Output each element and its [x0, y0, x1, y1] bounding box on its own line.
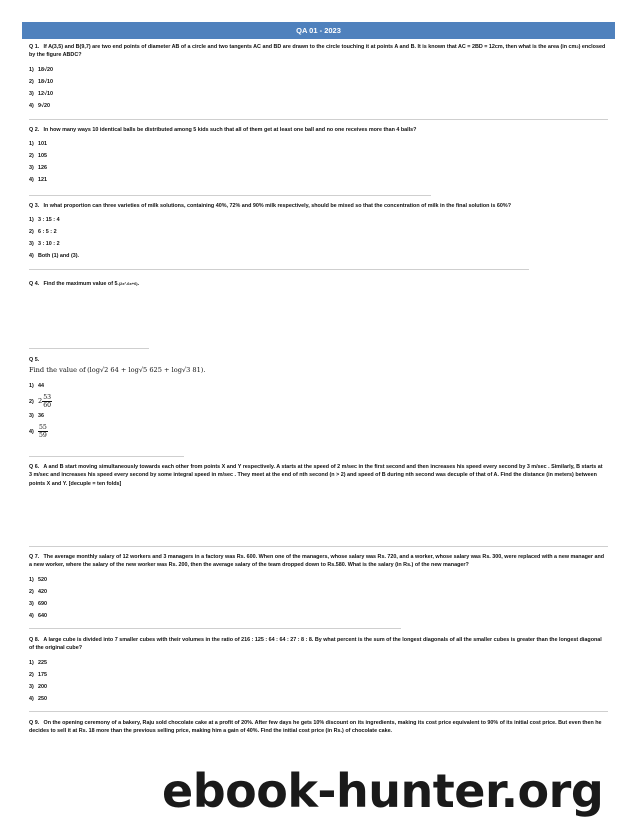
option-2[interactable]: [29, 671, 607, 679]
question-number: Q 6.: [29, 464, 40, 470]
log-expression: (log√2 64 + log√5 625 + log√3 81).: [87, 366, 206, 375]
question-text: If A(3,5) and B(9,7) are two end points of diameter AB of a circle and two tangents AC and BD are drawn to the circle touching it at points A and B. It is known that AC = 2BD = 12cm, then what is the area (in cm: [43, 44, 577, 50]
question-9: [29, 719, 607, 742]
question-superscript: -(2x²-6x+6): [117, 281, 138, 286]
question-7: [29, 553, 607, 624]
question-6: [29, 463, 607, 494]
divider: [29, 628, 401, 629]
option-number: 4): [29, 253, 34, 260]
option-text: Both (1) and (3).: [38, 253, 80, 260]
option-text: 12√10: [38, 90, 53, 97]
denominator: 59: [39, 432, 47, 440]
option-4[interactable]: [29, 252, 607, 260]
option-1[interactable]: [29, 576, 607, 584]
option-text: 200: [38, 683, 47, 690]
question-text: The average monthly salary of 12 workers and 3 managers in a factory was Rs. 600. When one of the managers, whose salary was Rs. 720, and a worker, whose salary was Rs. 300, were replaced with a new manager and a new worker, where the salary of the new worker was Rs. 200, then the average salary of the team dropped down to Rs.580. What is the salary (in Rs.) of the new manager?: [29, 554, 605, 569]
option-text: 3 : 10 : 2: [38, 241, 60, 248]
option-3[interactable]: [29, 90, 607, 98]
option-2[interactable]: [29, 78, 607, 86]
question-text: On the opening ceremony of a bakery, Raju sold chocolate cake at a profit of 20%. After few days he gets 10% discount on its ingredients, making its cost price equivalent to 90% of its initial cost price. But even then he decides to sell it at Rs. 18 more than the previous selling price, making him a gain of 40%. Find the initial cost price (in Rs.) of chocolate cake.: [29, 720, 602, 735]
option-number: 3): [29, 241, 34, 248]
question-text: A and B start moving simultaneously towards each other from points X and Y respectively. A starts at the speed of 2 m/sec in the first second and then increases his speed every second by 3 m/sec . Similarly, B starts at 3 m/sec and increases his speed every second by some integral speed in m/sec . They meet at the end of nth second (n > 2) and speed of B during nth second was decuple of that of A. Find the distance (in meters) between points X and Y. [decuple = ten folds]: [29, 464, 603, 487]
option-number: 4): [29, 695, 34, 702]
question-1: [29, 43, 607, 114]
option-1[interactable]: [29, 140, 607, 148]
option-number: 3): [29, 90, 34, 97]
divider: [29, 348, 149, 349]
option-text: 36: [38, 413, 44, 420]
question-4: [29, 280, 607, 294]
option-text: 640: [38, 612, 47, 619]
option-text: 3 : 15 : 4: [38, 217, 60, 224]
option-number: 1): [29, 659, 34, 666]
option-number: 3): [29, 165, 34, 172]
option-text: 44: [38, 382, 44, 389]
question-number: Q 4.: [29, 281, 40, 287]
numerator: 55: [39, 424, 47, 432]
divider: [29, 269, 529, 270]
option-text: 175: [38, 671, 47, 678]
option-2[interactable]: [29, 394, 607, 409]
question-stem: [29, 636, 607, 653]
option-1[interactable]: [29, 66, 607, 74]
option-number: 2): [29, 229, 34, 236]
question-stem: [29, 280, 607, 288]
question-expression: [29, 366, 607, 375]
option-number: 1): [29, 66, 34, 73]
option-4[interactable]: [29, 424, 607, 439]
option-number: 1): [29, 141, 34, 148]
question-number: Q 8.: [29, 637, 40, 643]
option-number: 1): [29, 382, 34, 389]
option-text: 121: [38, 177, 47, 184]
question-number: Q 2.: [29, 127, 40, 133]
option-number: 3): [29, 600, 34, 607]
option-3[interactable]: [29, 683, 607, 691]
option-number: 3): [29, 683, 34, 690]
option-number: 2): [29, 398, 34, 405]
question-number: Q 9.: [29, 720, 40, 726]
question-text: Find the value of: [29, 366, 86, 375]
question-3: [29, 202, 607, 264]
option-2[interactable]: [29, 588, 607, 596]
option-text: 420: [38, 588, 47, 595]
question-text: A large cube is divided into 7 smaller cubes with their volumes in the ratio of 216 : 125 : 64 : 64 : 27 : 8 : 8. By what percent is the sum of the longest diagonals of all the smaller cubes is greater than the longest diagonal of the original cube?: [29, 637, 602, 652]
question-stem: [29, 356, 607, 364]
question-stem: [29, 719, 607, 736]
option-2[interactable]: [29, 152, 607, 160]
watermark: ebook-hunter.org: [162, 764, 604, 818]
option-text: 18√20: [38, 66, 53, 73]
option-text: 105: [38, 153, 47, 160]
option-text: 9√20: [38, 102, 50, 109]
option-number: 3): [29, 413, 34, 420]
question-text: Find the maximum value of 5: [43, 281, 118, 287]
question-stem: [29, 43, 607, 60]
option-text: 6 : 5 : 2: [38, 229, 57, 236]
option-fraction: [42, 394, 52, 409]
option-number: 1): [29, 576, 34, 583]
page-header: [22, 22, 615, 39]
option-4[interactable]: [29, 176, 607, 184]
option-1[interactable]: [29, 382, 607, 390]
option-number: 4): [29, 102, 34, 109]
numerator: 53: [43, 393, 52, 401]
option-text: 250: [38, 695, 47, 702]
option-1[interactable]: [29, 659, 607, 667]
option-1[interactable]: [29, 216, 607, 224]
option-number: 2): [29, 671, 34, 678]
option-number: 4): [29, 177, 34, 184]
question-text-end: ) enclosed by the figure ABDC?: [29, 44, 606, 59]
option-number: 4): [29, 612, 34, 619]
option-3[interactable]: [29, 600, 607, 608]
divider: [29, 119, 608, 120]
option-number: 1): [29, 217, 34, 224]
option-text: 101: [38, 141, 47, 148]
option-fraction: [38, 424, 48, 439]
question-number: Q 5.: [29, 357, 40, 363]
option-number: 4): [29, 429, 34, 436]
option-whole: 2: [38, 396, 43, 405]
option-text: 18√10: [38, 78, 53, 85]
question-8: [29, 636, 607, 707]
question-superscript: 2: [576, 44, 579, 49]
option-text: 520: [38, 576, 47, 583]
question-stem: [29, 463, 607, 488]
option-3[interactable]: [29, 412, 607, 420]
option-text: 225: [38, 659, 47, 666]
page-title: QA 01 - 2023: [296, 26, 341, 35]
option-4[interactable]: [29, 102, 607, 110]
question-stem: [29, 553, 607, 570]
question-stem: [29, 202, 607, 210]
divider: [29, 711, 608, 712]
option-4[interactable]: [29, 612, 607, 620]
question-2: [29, 126, 607, 188]
divider: [29, 546, 608, 547]
option-number: 2): [29, 153, 34, 160]
option-3[interactable]: [29, 164, 607, 172]
denominator: 60: [43, 401, 52, 409]
option-4[interactable]: [29, 695, 607, 703]
option-2[interactable]: [29, 228, 607, 236]
option-text: 690: [38, 600, 47, 607]
question-stem: [29, 126, 607, 134]
question-text-end: .: [137, 281, 140, 287]
option-3[interactable]: [29, 240, 607, 248]
question-number: Q 1.: [29, 44, 40, 50]
question-text: In how many ways 10 identical balls be distributed among 5 kids such that all of them get at least one ball and no one receives more than 4 balls?: [43, 127, 417, 133]
divider: [29, 195, 431, 196]
question-number: Q 3.: [29, 203, 40, 209]
divider: [29, 456, 184, 457]
question-number: Q 7.: [29, 554, 40, 560]
option-number: 2): [29, 78, 34, 85]
option-number: 2): [29, 588, 34, 595]
question-text: In what proportion can three varieties of milk solutions, containing 40%, 72% and 90% milk respectively, should be mixed so that the concentration of milk in the final solution is 60%?: [43, 203, 511, 209]
option-text: 126: [38, 165, 47, 172]
question-5: [29, 356, 607, 443]
